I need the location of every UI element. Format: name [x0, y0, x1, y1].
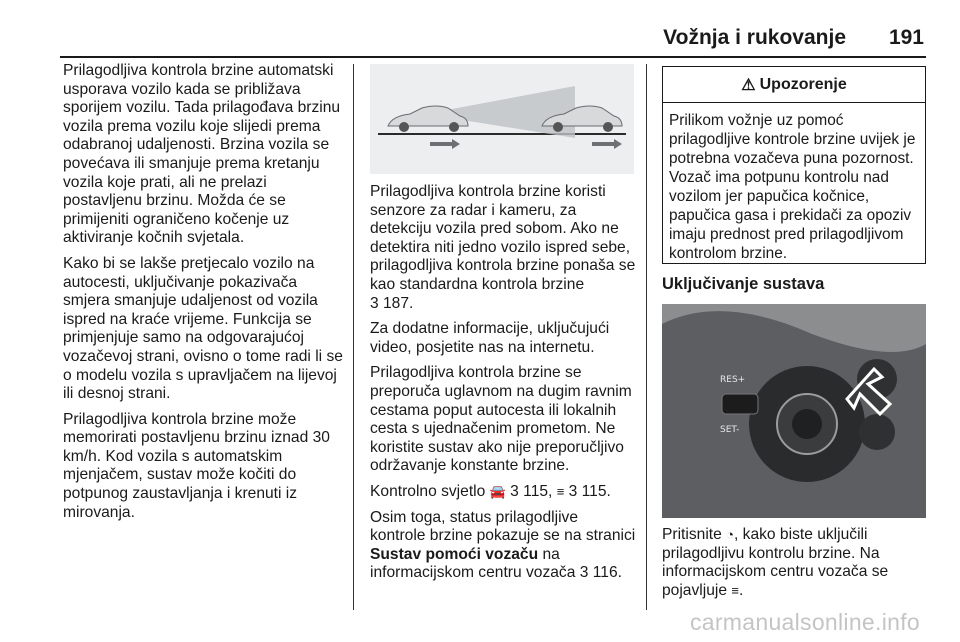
paragraph: Prilagodljiva kontrola brzine koristi senzore za radar i kameru, za detekciju vozila pred sobom. Ako ne detektira niti jedno vozilo ispred sebe, prilagodljiva kontrola brzine ponaša se kao standardna kontrola brzine 3 187.: [370, 183, 636, 312]
column-divider: [646, 64, 647, 610]
column-2: [370, 183, 636, 590]
paragraph: Prilagodljiva kontrola brzine može memorirati postavljenu brzinu iznad 30 km/h. Kod vozila s automatskim mjenjačem, sustav može kočiti do potpunog zaustavljanja i krenuti iz mirovanja.: [63, 410, 330, 521]
column-1: [63, 62, 345, 529]
section-heading: Uključivanje sustava: [662, 275, 825, 293]
distance-indicator-icon: ≡: [731, 582, 739, 598]
set-label: SET-: [720, 425, 740, 435]
speedometer-icon: ◔: [726, 527, 734, 542]
paragraph: Kontrolno svjetlo 🚘 3 115, ≡ 3 115.: [370, 482, 611, 500]
column-divider: [353, 64, 354, 610]
page-number: 191: [888, 26, 924, 49]
warning-box: [662, 66, 926, 264]
res-label: RES+: [720, 375, 746, 385]
paragraph: Prilagodljiva kontrola brzine automatski usporava vozilo kada se približava sporijem vozilu. Tada prilagođava brzinu vozila prema vozilu koje slijedi prema odabranoj udaljenosti. Brzina vozila se povećava ili smanjuje prema kretanju vozila koje prati, ali ne prelazi postavljenu brzinu. Možda će se primijeniti ograničeno kočenje uz aktiviranje kočnih svjetala.: [63, 62, 341, 247]
paragraph: Osim toga, status prilagodljive kontrole brzine pokazuje se na stranici Sustav pomoći vozaču na informacijskom centru vozača 3 116.: [370, 508, 636, 582]
page-header: [60, 20, 926, 58]
warning-header: ⚠ Upozorenje: [663, 67, 925, 103]
warning-text: Prilikom vožnje uz pomoć prilagodljive kontrole brzine uvijek je potrebna vozačeva puna pozornost. Vozač ima potpunu kontrolu nad vozilom jer papučica kočnice, papučica gasa i prekidači za opoziv imaju prednost pred prilagodljivom kontrolom brzine.: [669, 112, 916, 262]
page-title: Vožnja i rukovanje: [663, 26, 846, 49]
warning-triangle-icon: ⚠: [741, 76, 756, 94]
watermark: carmanualsonline.info: [689, 609, 920, 635]
section-text: Pritisnite ◔, kako biste uključili prilagodljivu kontrolu brzine. Na informacijskom centru vozača se pojavljuje ≡.: [662, 526, 889, 599]
car-indicator-icon: 🚘: [489, 483, 506, 499]
page-reference: 3 187.: [370, 294, 414, 312]
steering-controls-illustration: [662, 304, 926, 518]
paragraph: Prilagodljiva kontrola brzine se preporuča uglavnom na dugim ravnim cestama poput autocesta ili lokalnih cesta s ujednačenim prometom. Ne koristite sustav ako nije preporučljivo održavanje konstante brzine.: [370, 364, 632, 475]
paragraph: Za dodatne informacije, uključujući video, posjetite nas na internetu.: [370, 320, 610, 356]
radar-illustration: [370, 64, 634, 174]
paragraph: Kako bi se lakše pretjecalo vozilo na autocesti, uključivanje pokazivača smjera smanjuje udaljenost od vozila ispred na kraće vrijeme. Funkcija se primjenjuje samo na odgovarajućoj vozačevoj strani, ovisno o tome radi li se o modelu vozila s upravljačem na lijevoj ili desnoj strani.: [63, 254, 343, 403]
distance-indicator-icon: ≡: [556, 483, 565, 499]
